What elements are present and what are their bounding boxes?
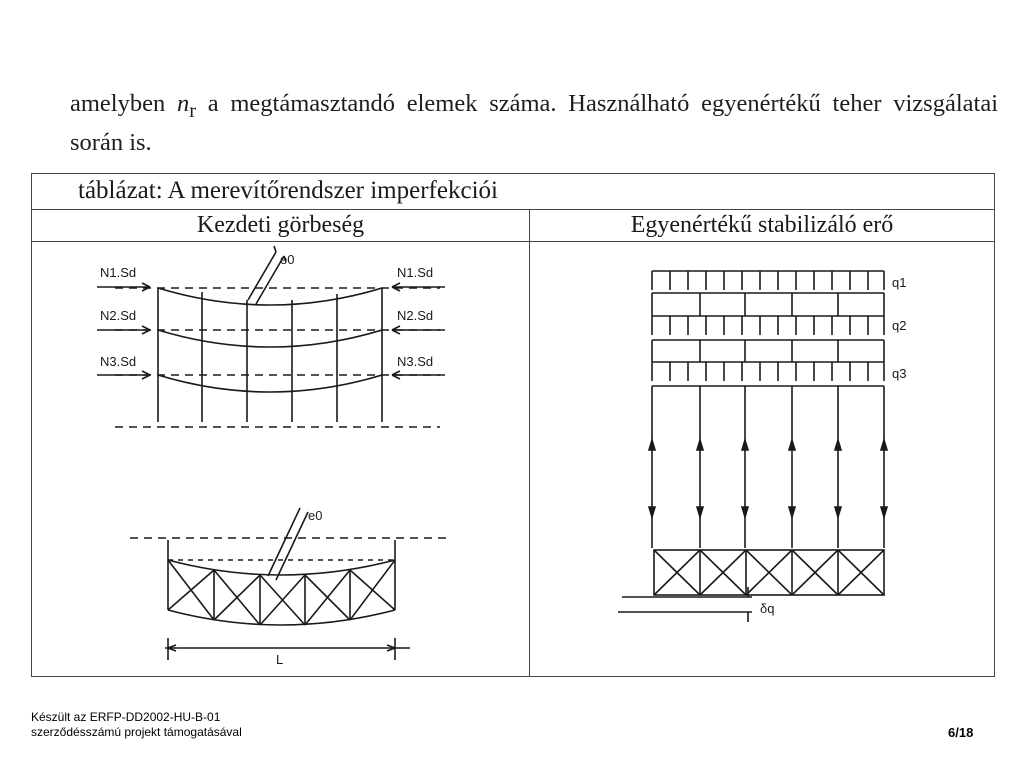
- curved-chord: [158, 375, 382, 392]
- load-band-q3: [652, 362, 884, 386]
- force-label-n2-right: N2.Sd: [397, 308, 434, 323]
- force-label-n1-right: N1.Sd: [397, 265, 434, 280]
- e0-dimension-bottom: [268, 508, 308, 580]
- e0-label-bottom: e0: [308, 508, 323, 523]
- intro-text-end: a megtámasztandó elemek száma. Használható egyenértékű teher vizsgálatai során is.: [70, 90, 998, 156]
- span-dimension: [165, 638, 410, 660]
- intro-symbol: n: [176, 90, 190, 117]
- stabilizing-force-diagram: [618, 271, 887, 622]
- load-band-q2: [652, 316, 884, 362]
- vertical-members: [158, 288, 382, 422]
- load-label-q3: q3: [892, 366, 907, 381]
- span-label: L: [276, 652, 284, 667]
- force-label-n3-left: N3.Sd: [100, 354, 137, 369]
- intro-text-start: amelyben: [70, 90, 177, 117]
- column-header-initial-curvature: Kezdeti görbeség: [196, 212, 365, 238]
- bracing-truss: [654, 550, 884, 595]
- page-number: 6/18: [948, 725, 974, 740]
- force-label-n2-left: N2.Sd: [100, 308, 137, 323]
- deflection-label: δq: [760, 601, 775, 616]
- load-band-q1: [652, 271, 884, 316]
- force-label-n3-right: N3.Sd: [397, 354, 434, 369]
- force-arrows: [97, 283, 445, 379]
- curved-chord: [158, 288, 382, 305]
- footer-note: [31, 710, 242, 740]
- curved-truss-diagram: [130, 508, 450, 660]
- load-label-q1: q1: [892, 275, 907, 290]
- footer-line-1: Készült az ERFP-DD2002-HU-B-01: [31, 710, 221, 724]
- force-label-n1-left: N1.Sd: [100, 265, 137, 280]
- load-label-q2: q2: [892, 318, 907, 333]
- deflection-dimension: [618, 587, 752, 622]
- column-header-stabilizing-force: Egyenértékű stabilizáló erő: [630, 212, 894, 238]
- footer-line-2: szerződésszámú projekt támogatásával: [31, 725, 242, 739]
- e0-label-top: e0: [280, 252, 295, 267]
- curved-chord: [158, 330, 382, 347]
- intro-subscript: r: [189, 99, 197, 122]
- truss-bottom-chord: [168, 610, 395, 625]
- curved-chords-diagram: [97, 246, 445, 427]
- transfer-columns: [649, 386, 887, 548]
- table-caption: táblázat: A merevítőrendszer imperfekciói: [78, 177, 498, 204]
